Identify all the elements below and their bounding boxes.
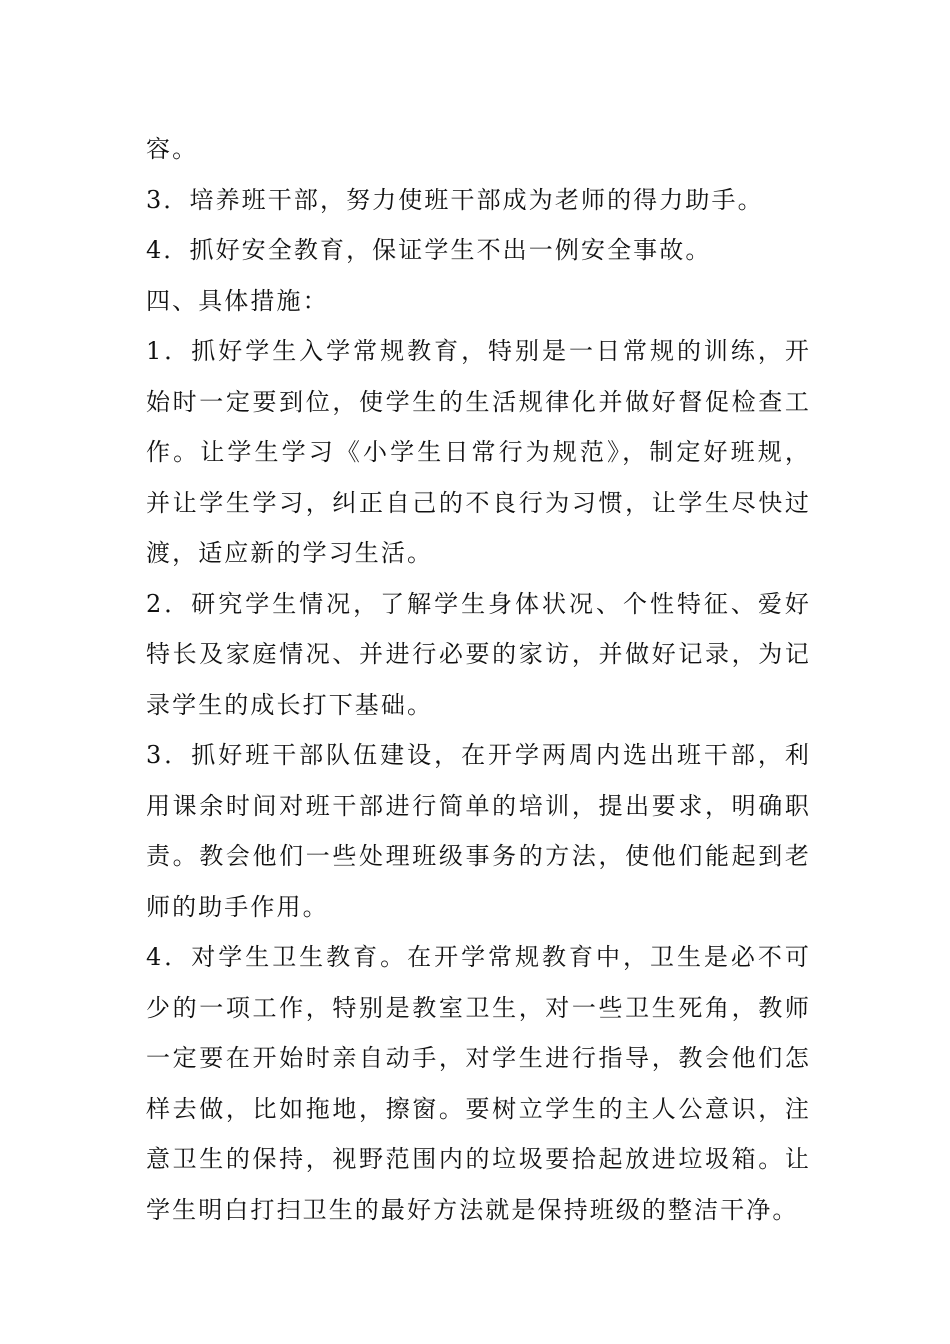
document-body (146, 124, 811, 1235)
measure-item-1: 1．抓好学生入学常规教育，特别是一日常规的训练，开始时一定要到位，使学生的生活规律化并做好督促检查工作。让学生学习《小学生日常行为规范》，制定好班规，并让学生学习，纠正自己的不良行为习惯，让学生尽快过渡，适应新的学习生活。 (146, 337, 811, 567)
goal-item-3: 3．培养班干部，努力使班干部成为老师的得力助手。 (146, 185, 764, 214)
measure-item-4: 4．对学生卫生教育。在开学常规教育中，卫生是必不可少的一项工作，特别是教室卫生，对一些卫生死角，教师一定要在开始时亲自动手，对学生进行指导，教会他们怎样去做，比如拖地，擦窗。要树立学生的主人公意识，注意卫生的保持，视野范围内的垃圾要拾起放进垃圾箱。让学生明白打扫卫生的最好方法就是保持班级的整洁干净。 (146, 943, 811, 1224)
measure-item-2: 2．研究学生情况，了解学生身体状况、个性特征、爱好特长及家庭情况、并进行必要的家访，并做好记录，为记录学生的成长打下基础。 (146, 589, 811, 719)
section-heading-measures: 四、具体措施： (146, 286, 329, 315)
measure-item-3: 3．抓好班干部队伍建设，在开学两周内选出班干部，利用课余时间对班干部进行简单的培训，提出要求，明确职责。教会他们一些处理班级事务的方法，使他们能起到老师的助手作用。 (146, 741, 811, 921)
goal-item-4: 4．抓好安全教育，保证学生不出一例安全事故。 (146, 236, 712, 264)
paragraph-continuation: 容。 (146, 135, 199, 163)
